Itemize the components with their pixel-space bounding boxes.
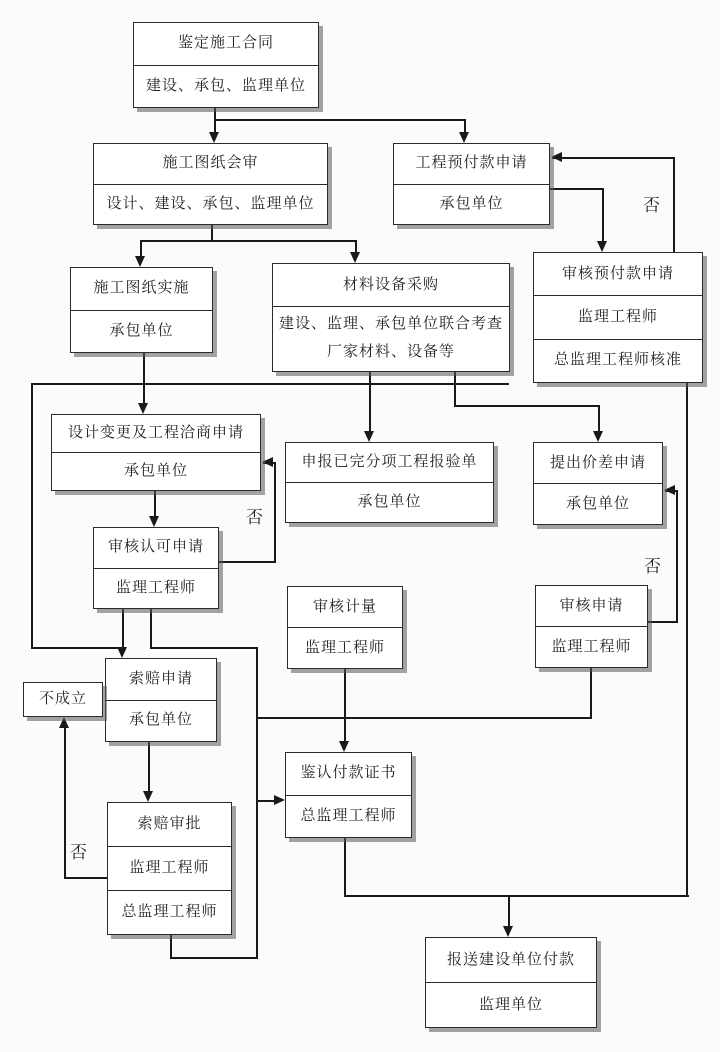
connector-line (550, 188, 603, 190)
node-actor: 总监理工程师 (108, 890, 231, 934)
connector-line (256, 800, 274, 802)
connector-line (274, 462, 276, 563)
node-material (272, 263, 510, 372)
node-actor: 承包单位 (52, 452, 260, 490)
node-actor: 承包单位 (286, 482, 493, 522)
node-contract (133, 22, 319, 108)
node-actor: 总监理工程师核准 (534, 339, 702, 382)
connector-line (211, 225, 213, 242)
connector-line (64, 728, 66, 879)
arrowhead-down-icon (135, 256, 145, 267)
arrowhead-down-icon (503, 926, 513, 937)
connector-line (214, 119, 466, 121)
node-actor: 承包单位 (394, 184, 549, 225)
arrowhead-left-icon (262, 457, 273, 467)
connector-line (218, 561, 276, 563)
node-title: 施工图纸实施 (93, 280, 190, 297)
connector-line (31, 383, 33, 649)
node-title: 索赔审批 (137, 816, 202, 832)
node-actor: 监理单位 (426, 982, 596, 1027)
connector-line (31, 647, 123, 649)
node-change-apply (51, 414, 261, 491)
no-label-change: 否 (246, 508, 263, 527)
arrowhead-down-icon (459, 132, 469, 143)
node-actor: 总监理工程师 (286, 795, 411, 838)
node-submit-payment (425, 937, 597, 1028)
node-actor: 承包单位 (71, 310, 212, 353)
connector-line (552, 157, 674, 159)
node-title: 鉴定施工合同 (177, 35, 274, 52)
connector-line (150, 609, 152, 649)
connector-line (508, 895, 510, 926)
node-prepay-apply (393, 143, 550, 225)
connector-line (344, 838, 346, 897)
arrowhead-down-icon (593, 431, 603, 442)
connector-line (122, 609, 124, 647)
node-actor: 监理工程师 (534, 295, 702, 338)
connector-line (464, 119, 466, 133)
connector-line (214, 107, 216, 133)
node-invalid (23, 682, 103, 717)
connector-line (355, 240, 357, 252)
connector-line (344, 895, 689, 897)
connector-line (140, 240, 142, 256)
connector-line (148, 742, 150, 791)
connector-line (256, 717, 592, 719)
connector-line (686, 383, 688, 896)
connector-line (676, 490, 678, 623)
connector-line (150, 647, 257, 649)
node-claim-review (107, 802, 232, 935)
node-actor: 监理工程师 (108, 846, 231, 890)
node-review-apply (535, 585, 648, 668)
node-actor: 承包单位 (106, 700, 216, 742)
node-actor: 监理工程师 (536, 626, 647, 667)
node-payment-cert (285, 752, 412, 838)
no-label-prepay: 否 (643, 196, 660, 215)
node-title: 鉴认付款证书 (300, 765, 397, 782)
node-title: 审核申请 (559, 597, 624, 614)
node-actor: 监理工程师 (288, 627, 402, 668)
arrowhead-down-icon (350, 252, 360, 263)
node-drawing-impl (70, 267, 213, 353)
node-title: 工程预付款申请 (415, 155, 528, 172)
node-title: 报送建设单位付款 (446, 951, 575, 968)
arrowhead-up-icon (59, 717, 69, 728)
node-title: 不成立 (38, 691, 87, 707)
node-title: 审核预付款申请 (561, 265, 674, 282)
node-title: 设计变更及工程洽商申请 (67, 425, 244, 441)
arrowhead-down-icon (138, 403, 148, 414)
node-measure (287, 586, 403, 669)
no-label-price: 否 (644, 557, 661, 576)
node-title: 提出价差申请 (549, 454, 646, 471)
node-inspection (285, 442, 494, 523)
node-price-diff (533, 442, 663, 525)
node-title: 材料设备采购 (342, 276, 439, 293)
node-actor: 承包单位 (534, 483, 662, 524)
node-actor: 建设、承包、监理单位 (134, 65, 318, 108)
arrowhead-left-icon (551, 152, 562, 162)
node-title: 施工图纸会审 (162, 155, 259, 172)
arrowhead-down-icon (364, 431, 374, 442)
node-review-approve (93, 527, 219, 609)
arrowhead-right-icon (274, 795, 285, 805)
connector-line (143, 353, 145, 403)
connector-line (140, 240, 356, 242)
connector-line (344, 669, 346, 741)
arrowhead-down-icon (117, 647, 127, 658)
arrowhead-left-icon (664, 485, 675, 495)
arrowhead-down-icon (339, 741, 349, 752)
node-actor: 建设、监理、承包单位联合考查厂家材料、设备等 (273, 306, 509, 371)
arrowhead-down-icon (143, 791, 153, 802)
node-title: 索赔申请 (128, 670, 193, 687)
connector-line (673, 157, 675, 252)
connector-line (598, 405, 600, 431)
node-drawing-review (93, 143, 328, 225)
connector-line (590, 668, 592, 719)
node-title: 申报已完分项工程报验单 (301, 454, 478, 470)
node-actor: 监理工程师 (94, 568, 218, 609)
connector-line (256, 647, 258, 959)
node-actor: 设计、建设、承包、监理单位 (94, 184, 327, 225)
no-label-claim: 否 (70, 843, 87, 862)
connector-line (170, 957, 258, 959)
connector-line (154, 491, 156, 516)
connector-line (31, 383, 509, 385)
connector-line (648, 621, 678, 623)
connector-line (454, 372, 456, 407)
arrowhead-down-icon (209, 132, 219, 143)
connector-line (170, 935, 172, 959)
connector-line (602, 188, 604, 241)
node-prepay-review (533, 252, 703, 383)
arrowhead-down-icon (149, 516, 159, 527)
node-title: 审核计量 (312, 598, 377, 615)
node-title: 审核认可申请 (107, 539, 204, 556)
arrowhead-down-icon (597, 241, 607, 252)
node-claim-apply (105, 658, 217, 742)
connector-line (369, 372, 371, 431)
connector-line (454, 405, 600, 407)
connector-line (64, 877, 108, 879)
